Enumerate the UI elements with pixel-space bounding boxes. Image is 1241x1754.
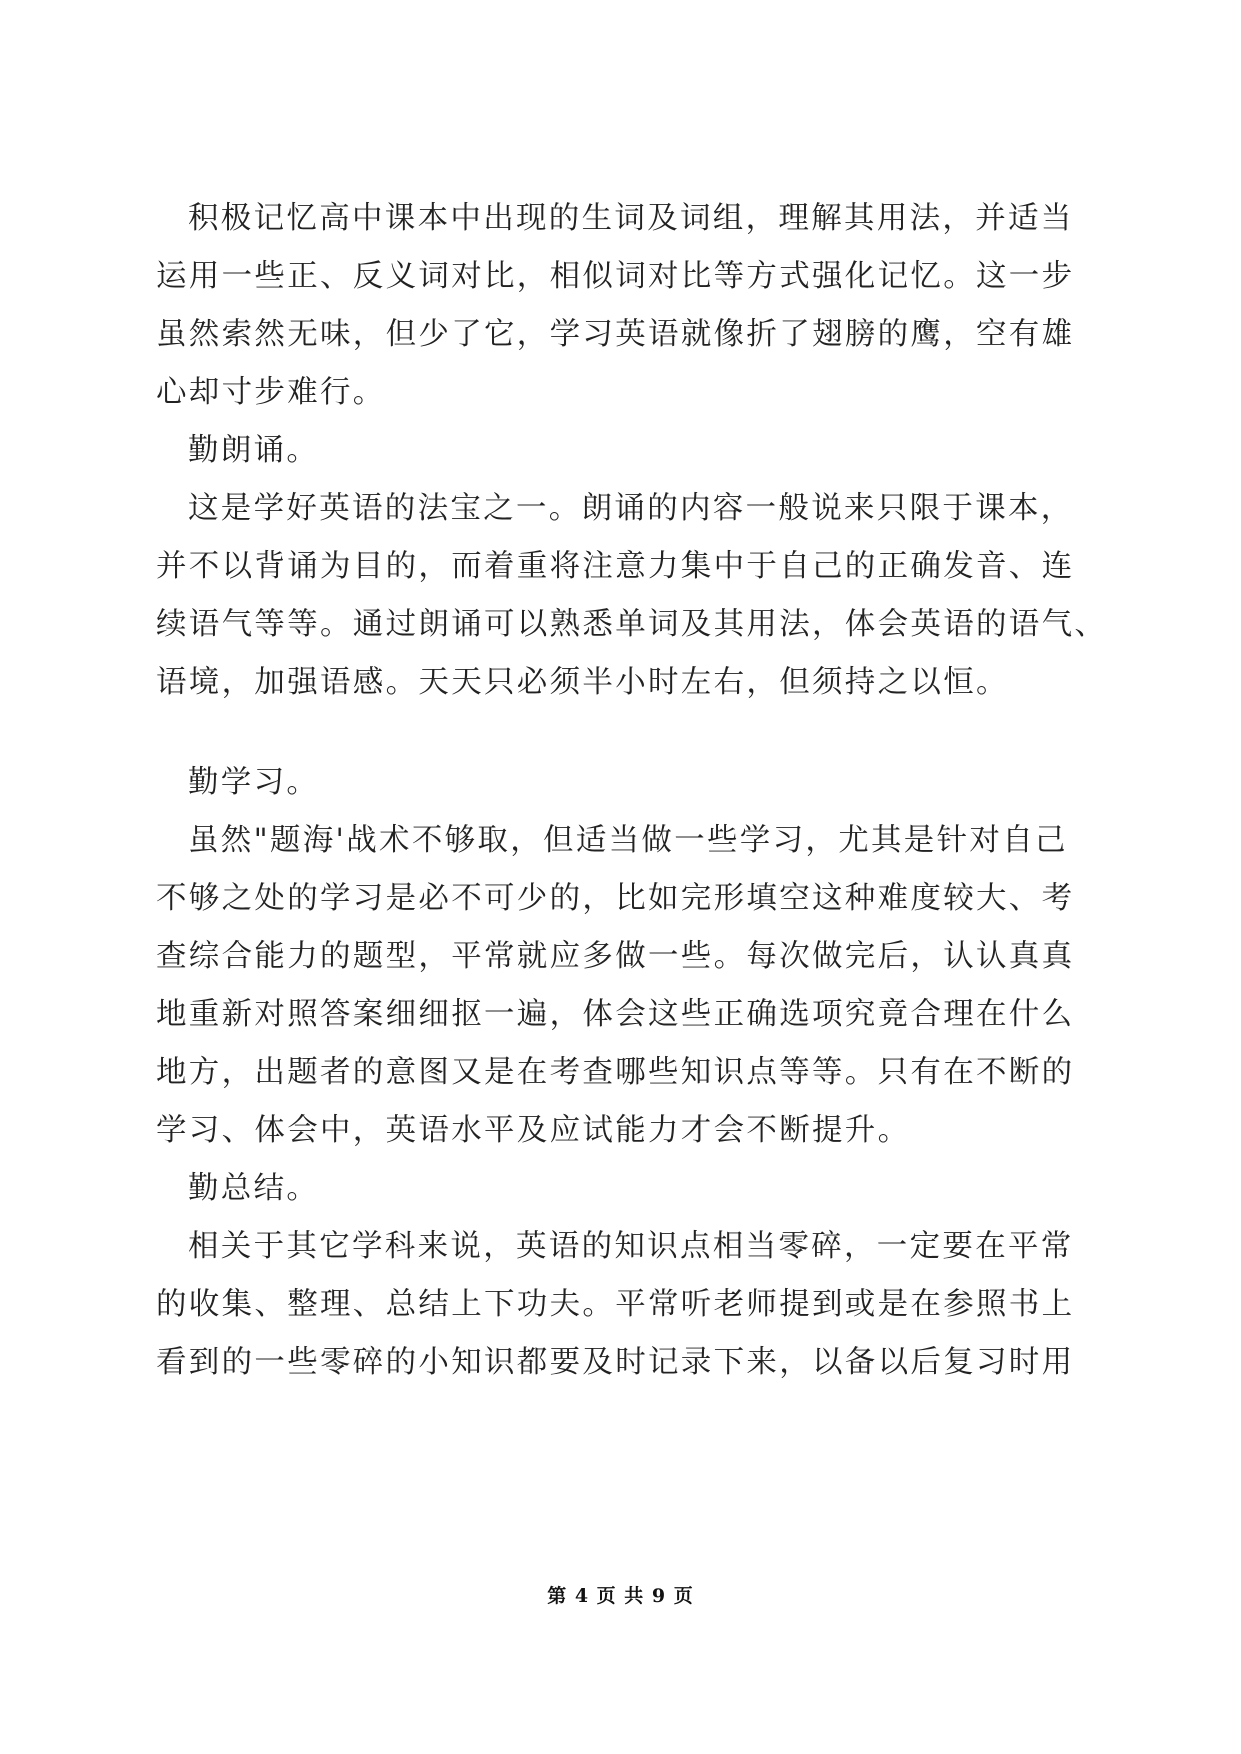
text-line: 运用一些正、反义词对比，相似词对比等方式强化记忆。这一步 xyxy=(156,259,1075,294)
paragraph-practice xyxy=(156,812,1116,1160)
heading-line: 勤学习。 xyxy=(188,765,320,800)
text-line: 并不以背诵为目的，而着重将注意力集中于自己的正确发音、连 xyxy=(156,549,1075,584)
text-line: 的收集、整理、总结上下功夫。平常听老师提到或是在参照书上 xyxy=(156,1287,1075,1322)
section-heading-practice xyxy=(156,754,1116,812)
paragraph-gap xyxy=(156,712,1116,754)
text-line: 虽然索然无味，但少了它，学习英语就像折了翅膀的鹰，空有雄 xyxy=(156,317,1075,352)
section-heading-reading-aloud xyxy=(156,422,1116,480)
heading-line: 勤总结。 xyxy=(188,1171,320,1206)
text-line: 积极记忆高中课本中出现的生词及词组，理解其用法，并适当 xyxy=(188,201,1074,236)
text-line: 相关于其它学科来说，英语的知识点相当零碎，一定要在平常 xyxy=(188,1229,1074,1264)
text-line: 看到的一些零碎的小知识都要及时记录下来，以备以后复习时用 xyxy=(156,1345,1075,1380)
paragraph-vocabulary xyxy=(156,190,1116,422)
text-line: 地重新对照答案细细抠一遍，体会这些正确选项究竟合理在什么 xyxy=(156,997,1075,1032)
text-line: 心却寸步难行。 xyxy=(156,375,386,410)
paragraph-summary xyxy=(156,1218,1116,1392)
page-number-footer: 第 4 页 共 9 页 xyxy=(547,1585,694,1607)
text-line: 地方，出题者的意图又是在考查哪些知识点等等。只有在不断的 xyxy=(156,1055,1075,1090)
text-line: 语境，加强语感。天天只必须半小时左右，但须持之以恒。 xyxy=(156,665,1009,700)
paragraph-reading-aloud xyxy=(156,480,1116,712)
text-line: 不够之处的学习是必不可少的，比如完形填空这种难度较大、考 xyxy=(156,881,1075,916)
text-line: 这是学好英语的法宝之一。朗诵的内容一般说来只限于课本， xyxy=(188,491,1074,526)
document-body xyxy=(156,190,1116,1392)
text-line: 学习、体会中，英语水平及应试能力才会不断提升。 xyxy=(156,1113,911,1148)
text-line: 续语气等等。通过朗诵可以熟悉单词及其用法，体会英语的语气、 xyxy=(156,607,1108,642)
text-line: 查综合能力的题型，平常就应多做一些。每次做完后，认认真真 xyxy=(156,939,1075,974)
section-heading-summary xyxy=(156,1160,1116,1218)
text-line: 虽然"题海'战术不够取，但适当做一些学习，尤其是针对自己 xyxy=(188,823,1068,858)
heading-line: 勤朗诵。 xyxy=(188,433,320,468)
